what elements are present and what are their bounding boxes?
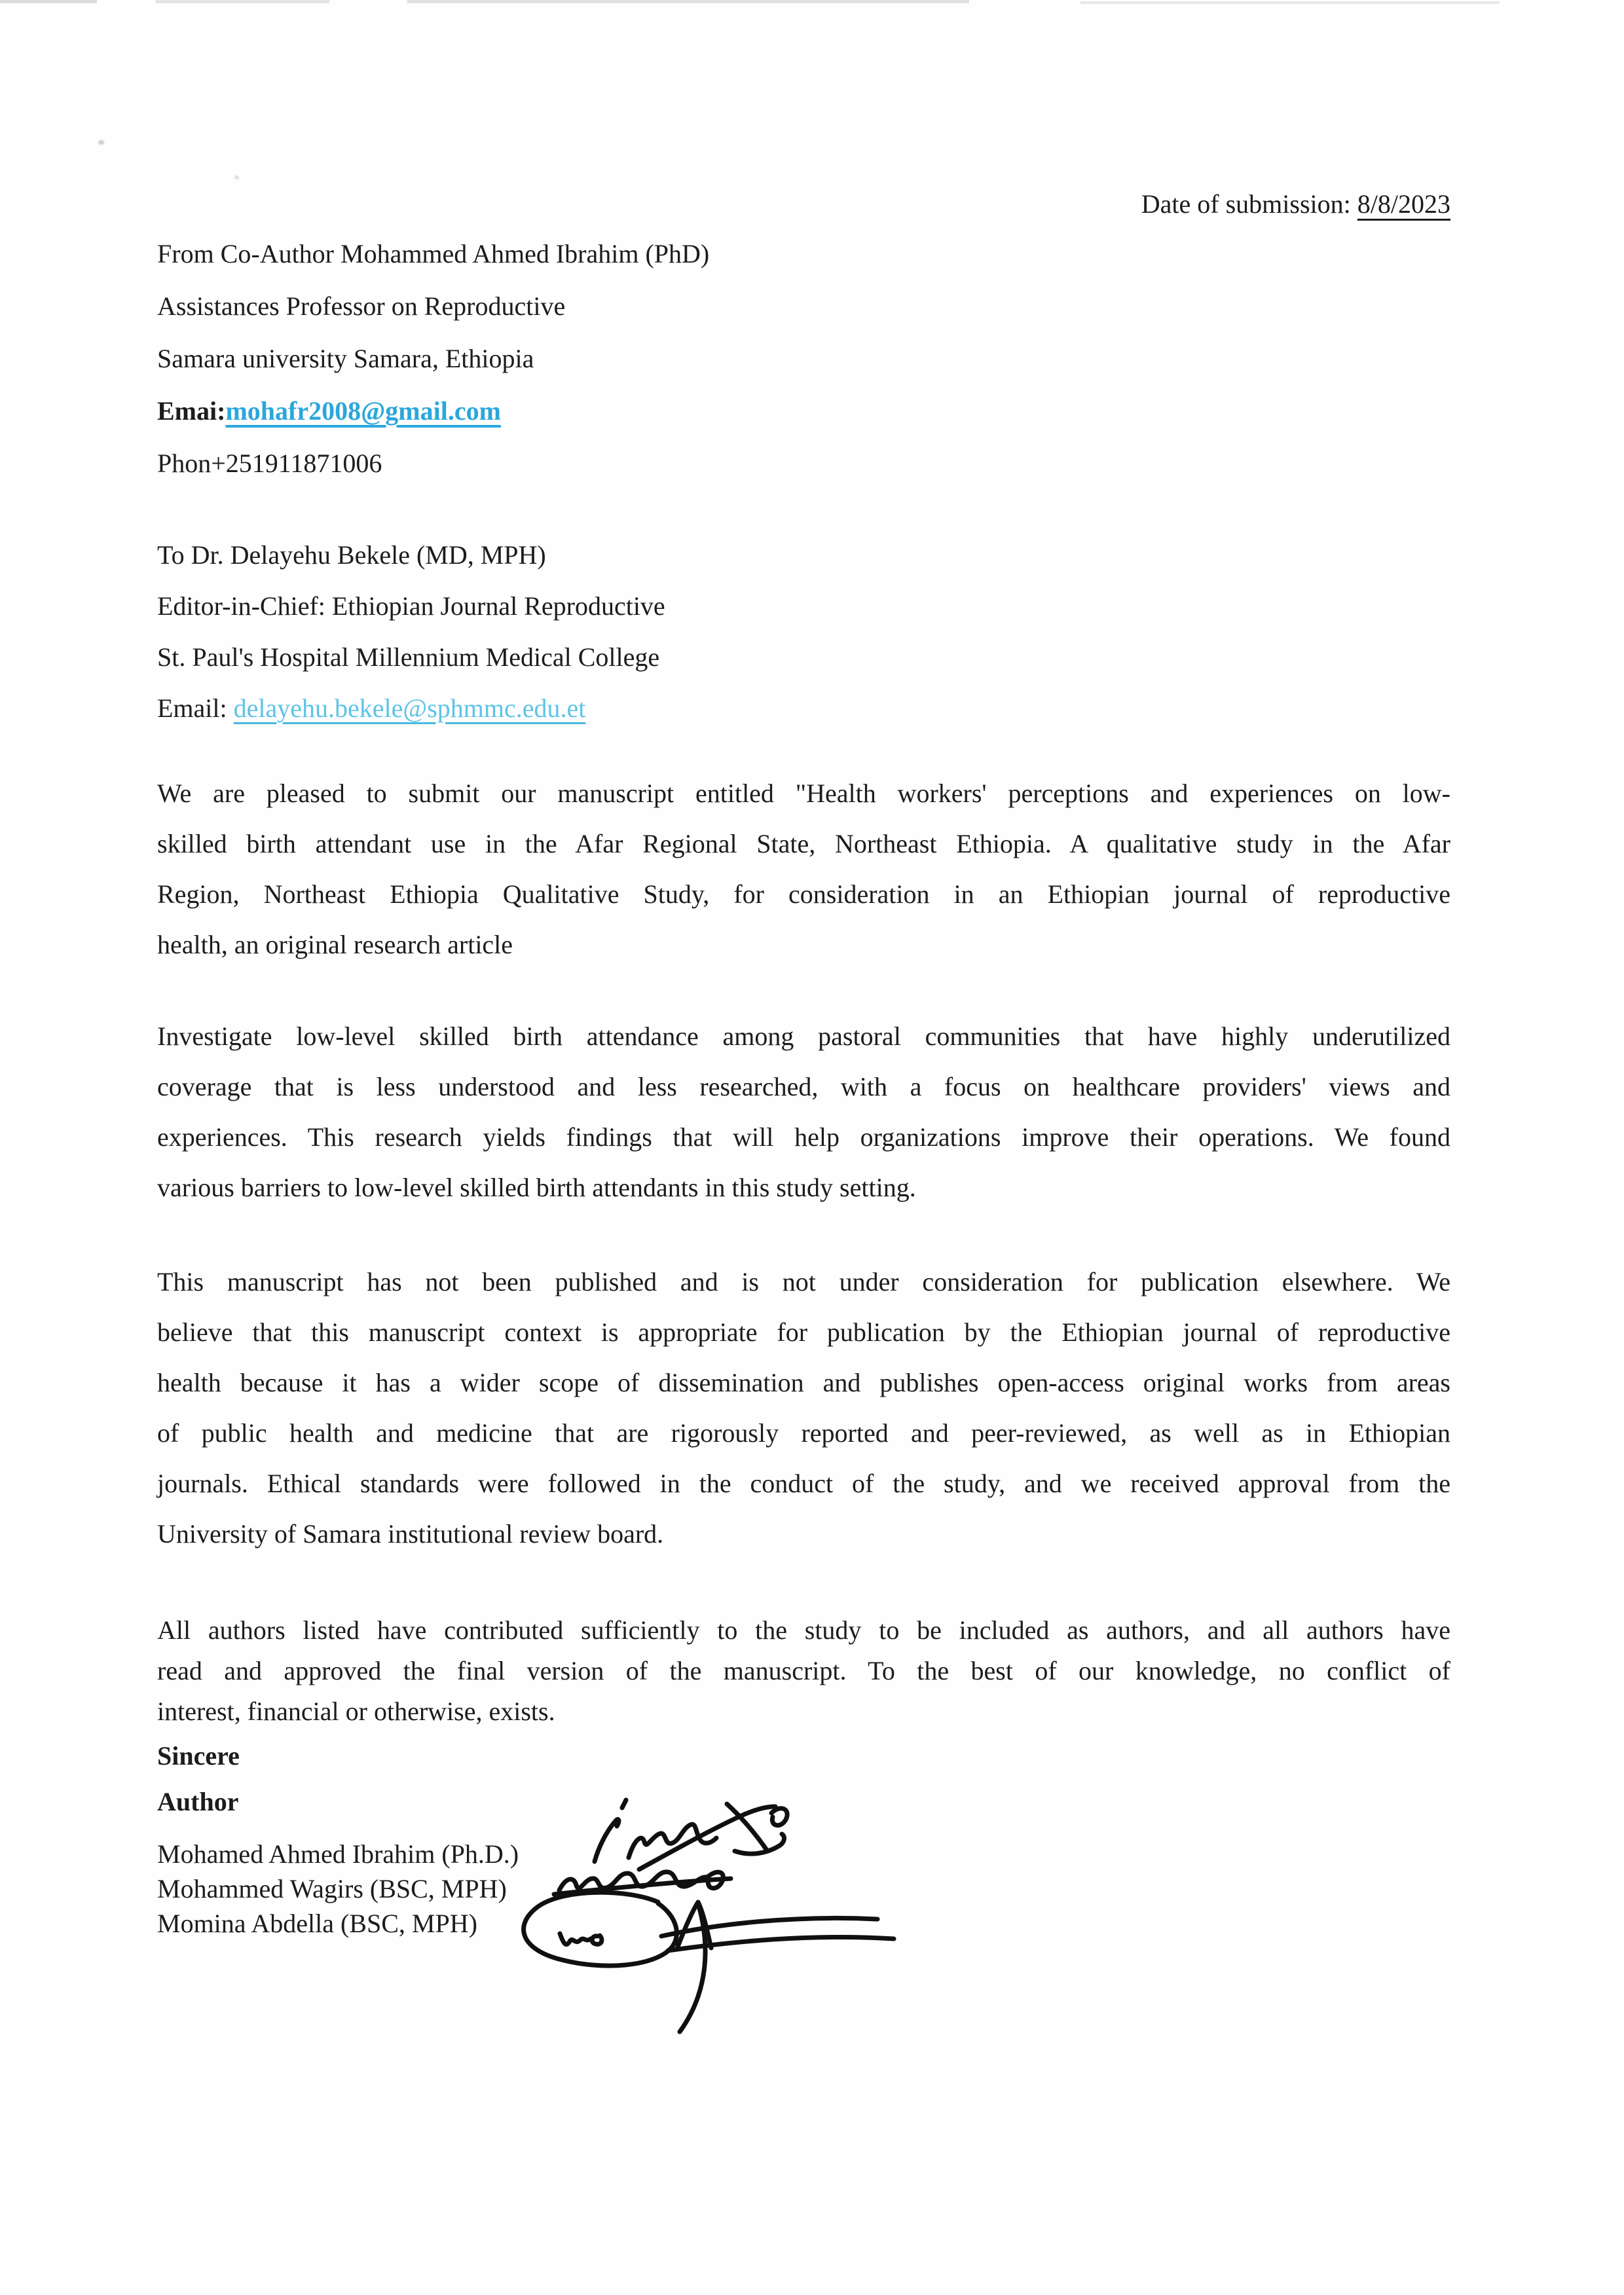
scan-artifact-speck	[234, 175, 239, 179]
paragraph-line: experiences. This research yields findings that will help organizations improve their operations. We found	[157, 1122, 1450, 1152]
recipient-email-link[interactable]: delayehu.bekele@sphmmc.edu.et	[233, 693, 586, 723]
sender-email-line	[157, 385, 1450, 437]
paragraph-line: We are pleased to submit our manuscript entitled "Health workers' perceptions and experiences on low-	[157, 779, 1450, 808]
sender-block	[157, 228, 1450, 490]
paragraph-line: read and approved the final version of the manuscript. To the best of our knowledge, no conflict of	[157, 1656, 1450, 1685]
paragraph-line: This manuscript has not been published and is not under consideration for publication elsewhere. We	[157, 1267, 1450, 1296]
paragraph-submission	[157, 768, 1450, 970]
author-name: Mohamed Ahmed Ibrahim (Ph.D.)	[157, 1839, 519, 1869]
paragraph-line: Region, Northeast Ethiopia Qualitative Study, for consideration in an Ethiopian journal of reproductive	[157, 879, 1450, 909]
paragraph-line: All authors listed have contributed sufficiently to the study to be included as authors, and all authors have	[157, 1615, 1450, 1645]
paragraph-line: interest, financial or otherwise, exists.	[157, 1697, 555, 1726]
scan-artifact-speck	[98, 140, 104, 145]
author-heading: Author	[157, 1787, 239, 1816]
recipient-title-line: Editor-in-Chief: Ethiopian Journal Reproductive	[157, 591, 665, 621]
paragraph-line: skilled birth attendant use in the Afar Regional State, Northeast Ethiopia. A qualitative study in the Afar	[157, 829, 1450, 858]
author-name: Momina Abdella (BSC, MPH)	[157, 1909, 477, 1938]
paragraph-line: health because it has a wider scope of dissemination and publishes open-access original works from areas	[157, 1368, 1450, 1397]
date-value: 8/8/2023	[1357, 189, 1450, 219]
author-list	[157, 1837, 519, 1941]
recipient-email-line	[157, 683, 1450, 734]
recipient-block	[157, 530, 1450, 734]
handwritten-signatures	[511, 1791, 917, 2040]
recipient-name-line: To Dr. Delayehu Bekele (MD, MPH)	[157, 540, 546, 570]
sender-email-label: Emai:	[157, 396, 226, 426]
paragraph-line: of public health and medicine that are rigorously reported and peer-reviewed, as well as in Ethiopian	[157, 1418, 1450, 1448]
scan-artifact-top-line-2	[1080, 1, 1500, 4]
sender-email-link[interactable]: mohafr2008@gmail.com	[225, 396, 501, 426]
paragraph-author-contribution	[157, 1610, 1450, 1732]
scan-artifact-top-line	[0, 0, 969, 3]
closing-salutation: Sincere	[157, 1741, 240, 1771]
author-name: Mohammed Wagirs (BSC, MPH)	[157, 1874, 507, 1903]
sender-title-line: Assistances Professor on Reproductive	[157, 291, 566, 321]
paragraph-line: coverage that is less understood and less researched, with a focus on healthcare providers' views and	[157, 1072, 1450, 1101]
sender-phone-line: Phon+251911871006	[157, 449, 382, 478]
recipient-email-label: Email:	[157, 693, 234, 723]
sender-affiliation-line: Samara university Samara, Ethiopia	[157, 344, 534, 373]
submission-date-line	[157, 185, 1450, 224]
paragraph-line: believe that this manuscript context is appropriate for publication by the Ethiopian journal of reproductive	[157, 1317, 1450, 1347]
sender-name-line: From Co-Author Mohammed Ahmed Ibrahim (PhD)	[157, 239, 710, 268]
paragraph-line: various barriers to low-level skilled birth attendants in this study setting.	[157, 1173, 916, 1202]
recipient-affiliation-line: St. Paul's Hospital Millennium Medical College	[157, 642, 660, 672]
paragraph-line: health, an original research article	[157, 930, 513, 959]
paragraph-study-aim	[157, 1011, 1450, 1213]
date-label: Date of submission:	[1141, 189, 1357, 219]
paragraph-line: University of Samara institutional review board.	[157, 1519, 664, 1549]
paragraph-publication-statement	[157, 1257, 1450, 1559]
paragraph-line: Investigate low-level skilled birth attendance among pastoral communities that have highly underutilized	[157, 1021, 1450, 1051]
paragraph-line: journals. Ethical standards were followed in the conduct of the study, and we received approval from the	[157, 1469, 1450, 1498]
